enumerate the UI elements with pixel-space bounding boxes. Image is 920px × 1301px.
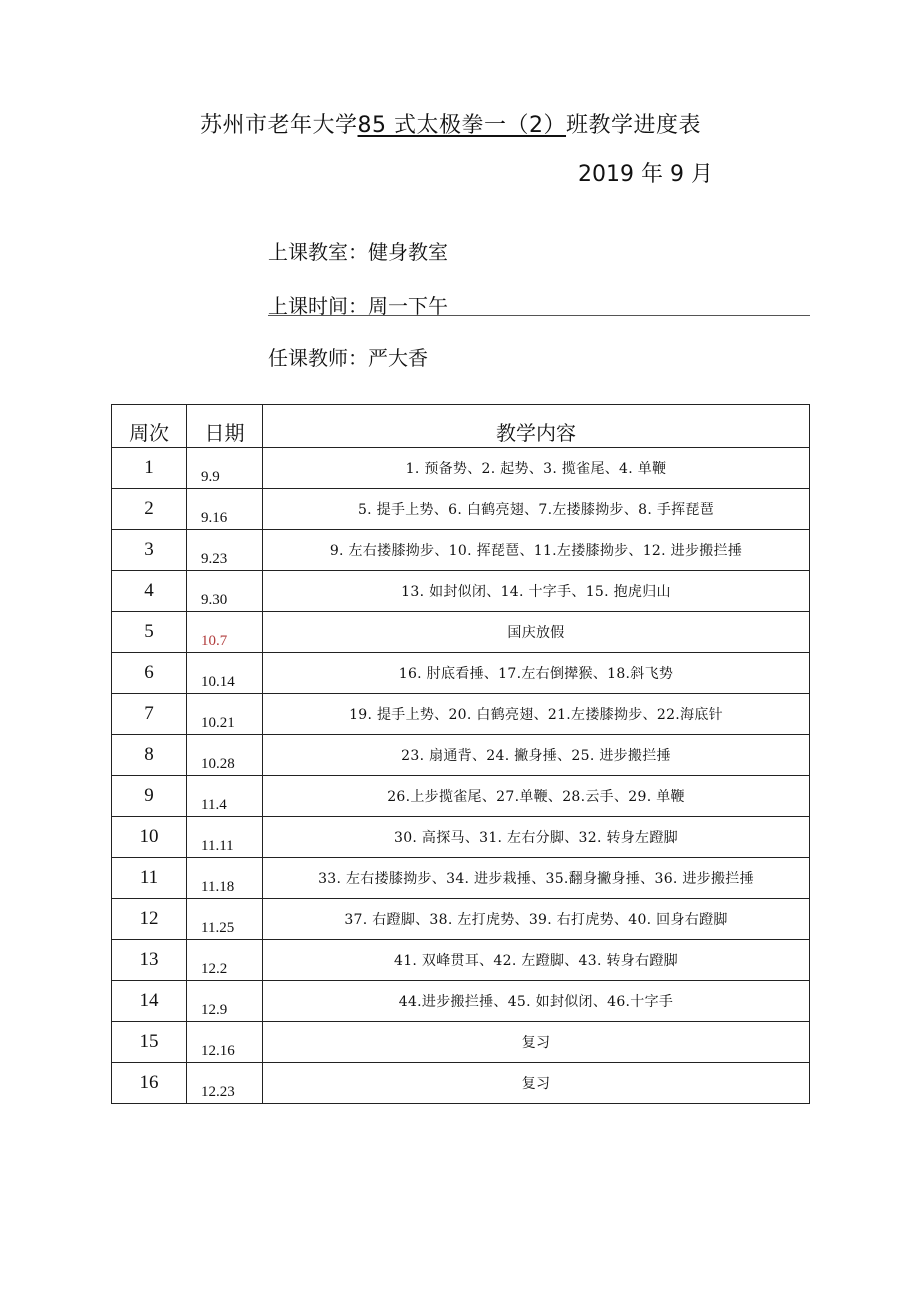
date-cell: 10.7 [187,612,263,653]
date-cell: 9.9 [187,448,263,489]
content-cell: 9. 左右搂膝拗步、10. 挥琵琶、11.左搂膝拗步、12. 进步搬拦捶 [263,530,810,571]
week-cell: 14 [112,981,187,1022]
week-cell: 12 [112,899,187,940]
content-cell: 30. 高探马、31. 左右分脚、32. 转身左蹬脚 [263,817,810,858]
date-cell: 11.18 [187,858,263,899]
schedule-table [111,404,810,1104]
week-cell: 7 [112,694,187,735]
table-header-row [112,405,810,448]
week-cell: 4 [112,571,187,612]
content-cell: 26.上步揽雀尾、27.单鞭、28.云手、29. 单鞭 [263,776,810,817]
content-cell: 国庆放假 [263,612,810,653]
week-cell: 2 [112,489,187,530]
content-cell: 19. 提手上势、20. 白鹤亮翅、21.左搂膝拗步、22.海底针 [263,694,810,735]
table-row [112,735,810,776]
week-cell: 9 [112,776,187,817]
table-row [112,981,810,1022]
week-cell: 5 [112,612,187,653]
table-row [112,858,810,899]
table-row [112,612,810,653]
date-cell: 12.16 [187,1022,263,1063]
week-cell: 1 [112,448,187,489]
content-cell: 37. 右蹬脚、38. 左打虎势、39. 右打虎势、40. 回身右蹬脚 [263,899,810,940]
time-info: 上课时间：周一下午 [268,294,448,318]
table-row [112,776,810,817]
date-cell: 11.4 [187,776,263,817]
table-row [112,489,810,530]
table-row [112,530,810,571]
date-cell: 10.14 [187,653,263,694]
content-cell: 复习 [263,1063,810,1104]
date-cell: 10.28 [187,735,263,776]
title-class-name: 85 式太极拳一（2） [357,113,567,138]
document-date: 2019 年 9 月 [578,162,713,187]
week-cell: 8 [112,735,187,776]
content-cell: 41. 双峰贯耳、42. 左蹬脚、43. 转身右蹬脚 [263,940,810,981]
content-cell: 1. 预备势、2. 起势、3. 揽雀尾、4. 单鞭 [263,448,810,489]
table-row [112,448,810,489]
date-cell: 9.23 [187,530,263,571]
content-cell: 13. 如封似闭、14. 十字手、15. 抱虎归山 [263,571,810,612]
date-cell: 11.25 [187,899,263,940]
week-cell: 11 [112,858,187,899]
content-cell: 44.进步搬拦捶、45. 如封似闭、46.十字手 [263,981,810,1022]
week-cell: 13 [112,940,187,981]
table-row [112,1063,810,1104]
date-cell: 12.23 [187,1063,263,1104]
week-cell: 16 [112,1063,187,1104]
header-date: 日期 [187,405,263,448]
content-cell: 5. 提手上势、6. 白鹤亮翅、7.左搂膝拗步、8. 手挥琵琶 [263,489,810,530]
table-row [112,940,810,981]
week-cell: 3 [112,530,187,571]
week-cell: 10 [112,817,187,858]
content-cell: 33. 左右搂膝拗步、34. 进步栽捶、35.翻身撇身捶、36. 进步搬拦捶 [263,858,810,899]
week-cell: 15 [112,1022,187,1063]
teacher-info: 任课教师：严大香 [268,346,428,370]
table-row [112,694,810,735]
title-suffix: 班教学进度表 [566,113,702,138]
title-prefix: 苏州市老年大学 [200,113,358,138]
date-cell: 11.11 [187,817,263,858]
document-title [200,108,701,139]
table-row [112,899,810,940]
underline-rule [268,315,810,316]
week-cell: 6 [112,653,187,694]
table-row [112,653,810,694]
content-cell: 16. 肘底看捶、17.左右倒撵猴、18.斜飞势 [263,653,810,694]
date-cell: 10.21 [187,694,263,735]
header-week: 周次 [112,405,187,448]
date-cell: 12.9 [187,981,263,1022]
content-cell: 23. 扇通背、24. 撇身捶、25. 进步搬拦捶 [263,735,810,776]
table-row [112,571,810,612]
header-content: 教学内容 [263,405,810,448]
date-cell: 12.2 [187,940,263,981]
table-row [112,817,810,858]
classroom-info: 上课教室：健身教室 [268,240,448,264]
content-cell: 复习 [263,1022,810,1063]
date-cell: 9.30 [187,571,263,612]
table-row [112,1022,810,1063]
date-cell: 9.16 [187,489,263,530]
